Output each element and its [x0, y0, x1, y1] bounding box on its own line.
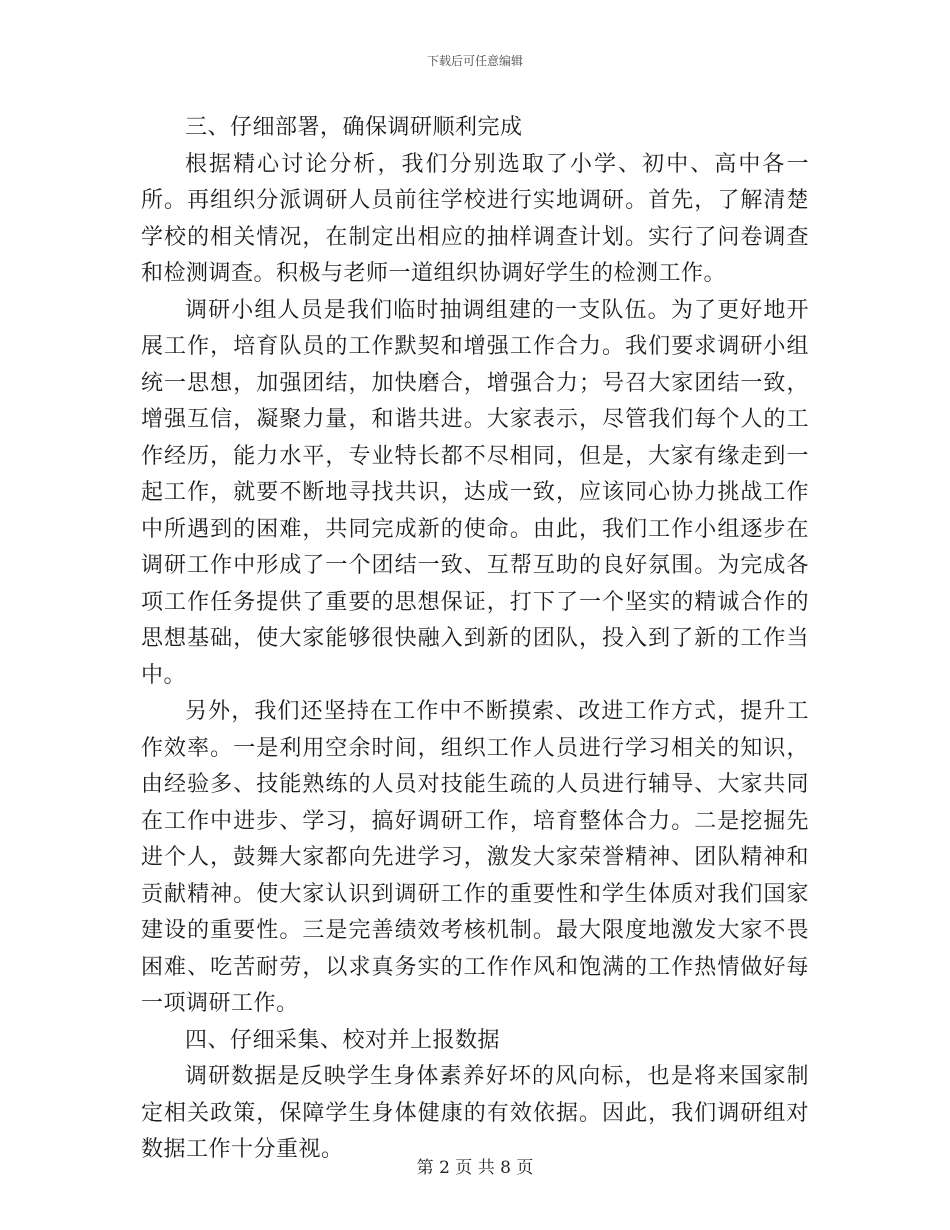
page-header-note: 下载后可任意编辑	[426, 54, 523, 68]
paragraph: 另外，我们还坚持在工作中不断摸索、改进工作方式，提升工作效率。一是利用空余时间，组织工作人员进行学习相关的知识，由经验多、技能熟练的人员对技能生疏的人员进行辅导、大家共同在工作中进步、学习，搞好调研工作，培育整体合力。二是挖掘先进个人，鼓舞大家都向先进学习，激发大家荣誉精神、团队精神和贡献精神。使大家认识到调研工作的重要性和学生体质对我们国家建设的重要性。三是完善绩效考核机制。最大限度地激发大家不畏困难、吃苦耐劳，以求真务实的工作作风和饱满的工作热情做好每一项调研工作。	[141, 699, 809, 1016]
paragraph: 调研小组人员是我们临时抽调组建的一支队伍。为了更好地开展工作，培育队员的工作默契和增强工作合力。我们要求调研小组统一思想，加强团结，加快磨合，增强合力；号召大家团结一致，增强互信，凝聚力量，和谐共进。大家表示，尽管我们每个人的工作经历，能力水平，专业特长都不尽相同，但是，大家有缘走到一起工作，就要不断地寻找共识，达成一致，应该同心协力挑战工作中所遇到的困难，共同完成新的使命。由此，我们工作小组逐步在调研工作中形成了一个团结一致、互帮互助的良好氛围。为完成各项工作任务提供了重要的思想保证，打下了一个坚实的精诚合作的思想基础，使大家能够很快融入到新的团队，投入到了新的工作当中。	[141, 297, 809, 688]
paragraph: 根据精心讨论分析，我们分别选取了小学、初中、高中各一所。再组织分派调研人员前往学校进行实地调研。首先，了解清楚学校的相关情况，在制定出相应的抽样调查计划。实行了问卷调查和检测调查。积极与老师一道组织协调好学生的检测工作。	[141, 151, 809, 286]
page-number-footer: 第 2 页 共 8 页	[416, 1158, 534, 1178]
section-heading-3: 三、仔细部署，确保调研顺利完成	[185, 115, 523, 140]
section-heading-4: 四、仔细采集、校对并上报数据	[185, 1027, 501, 1053]
document-body	[141, 110, 809, 1169]
paragraph: 调研数据是反映学生身体素养好坏的风向标，也是将来国家制定相关政策，保障学生身体健康的有效依据。因此，我们调研组对数据工作十分重视。	[141, 1064, 809, 1162]
